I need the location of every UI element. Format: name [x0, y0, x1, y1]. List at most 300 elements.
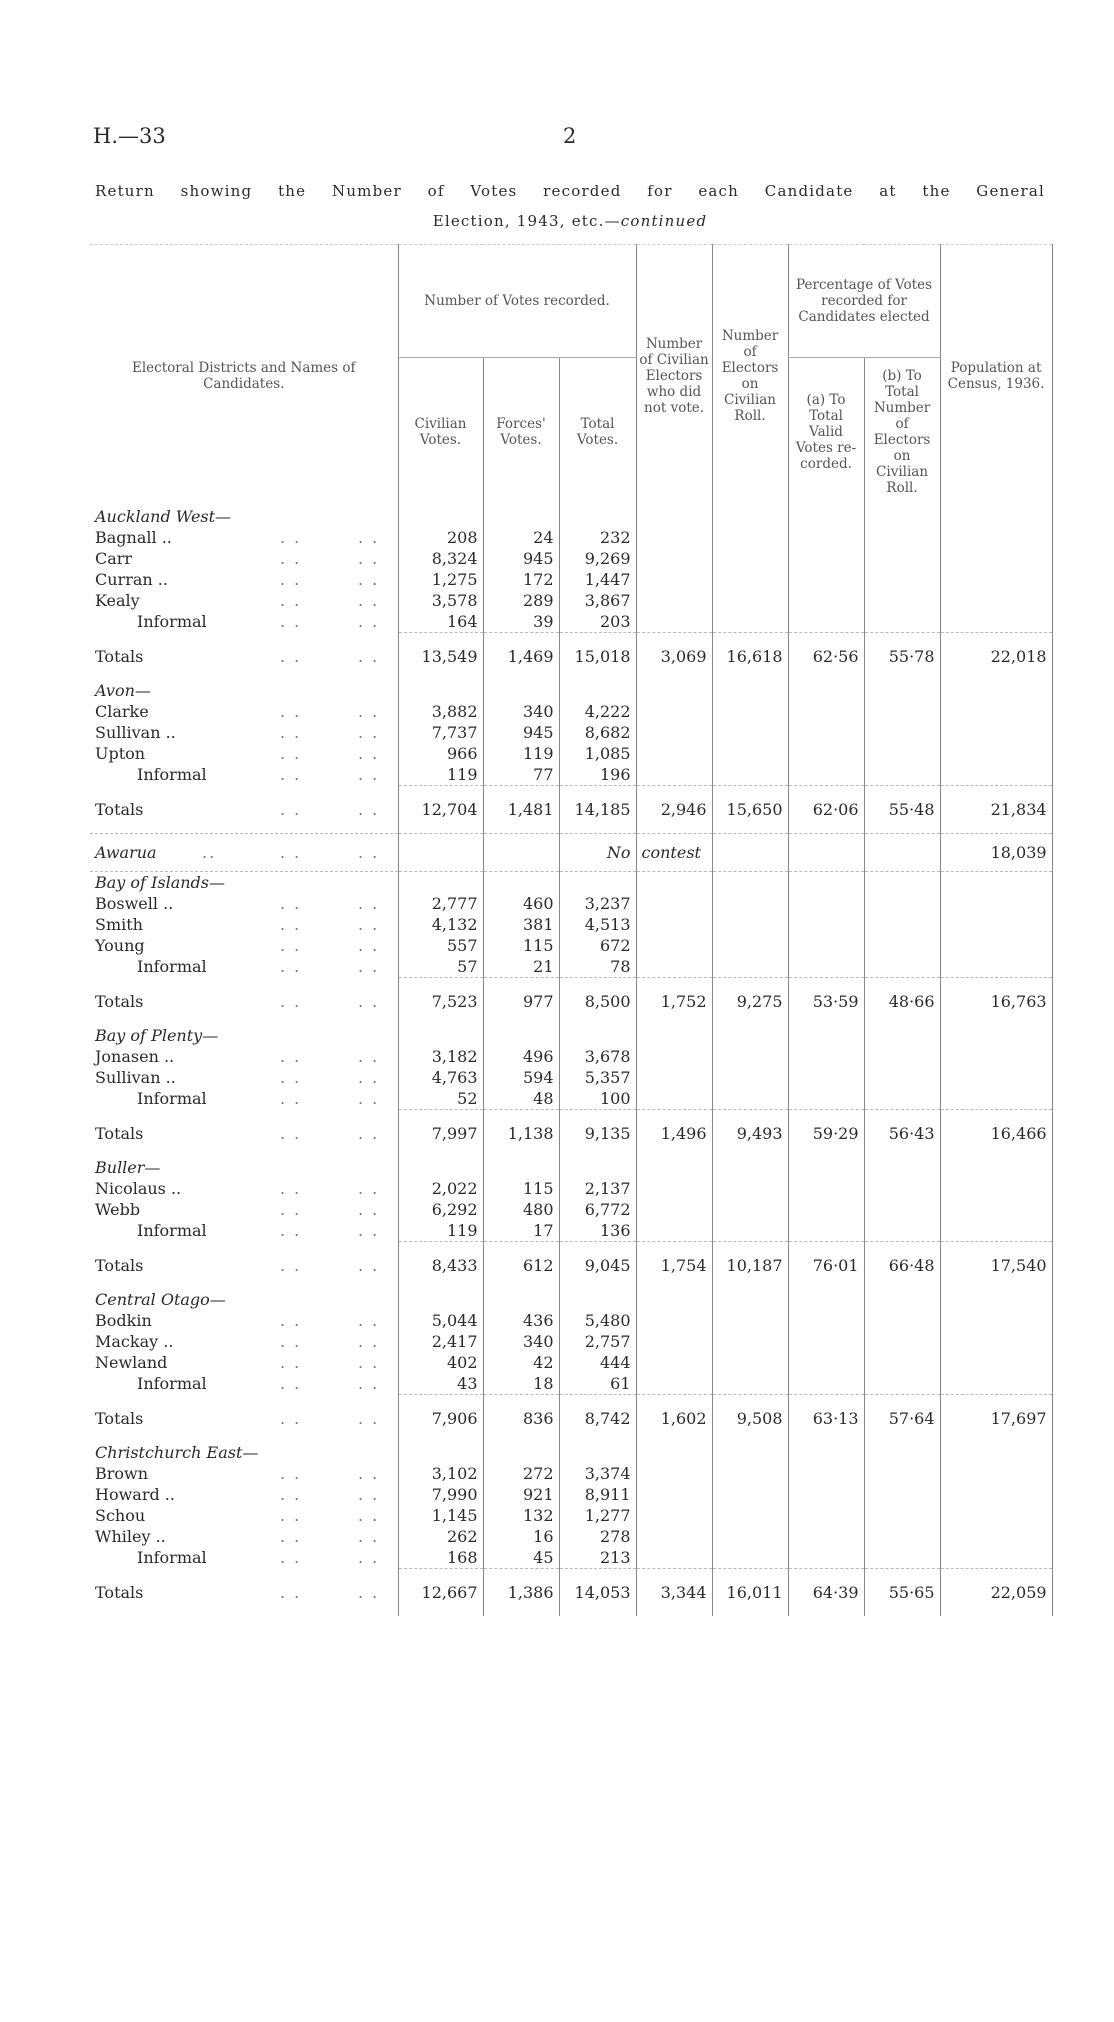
empty-cell	[788, 1067, 864, 1088]
header-pct-electors: (b) To Total Number of Electors on Civilian Roll.	[864, 358, 940, 507]
empty-cell	[636, 893, 712, 914]
votes-civilian: 3,578	[398, 590, 483, 611]
empty-cell	[483, 834, 559, 872]
votes-total: 4,513	[559, 914, 636, 935]
empty-cell	[864, 1484, 940, 1505]
totals-label	[90, 633, 398, 681]
votes-civilian: 966	[398, 743, 483, 764]
votes-forces: 39	[483, 611, 559, 633]
dot-leader: . .	[358, 799, 380, 819]
votes-total: 3,374	[559, 1463, 636, 1484]
empty-cell	[940, 680, 1052, 701]
empty-cell	[940, 872, 1052, 894]
dot-leader: . .	[280, 591, 302, 610]
candidate-name	[90, 743, 398, 764]
empty-cell	[398, 1442, 483, 1463]
candidate-name-text: Bagnall ..	[95, 528, 172, 547]
total-civilian: 7,523	[398, 978, 483, 1026]
empty-cell	[940, 1157, 1052, 1178]
candidate-name-text: Bodkin	[95, 1311, 152, 1330]
empty-cell	[712, 764, 788, 786]
total-population: 16,763	[940, 978, 1052, 1026]
total-population: 22,059	[940, 1569, 1052, 1617]
totals-label-text: Totals	[95, 1123, 144, 1143]
district-heading-row	[90, 680, 1052, 701]
empty-cell	[398, 506, 483, 527]
dot-leader: . .	[280, 1179, 302, 1198]
empty-cell	[636, 590, 712, 611]
header-civilian-roll: Number of Electors on Civilian Roll.	[712, 245, 788, 507]
candidate-name-text: Schou	[95, 1506, 146, 1525]
empty-cell	[636, 935, 712, 956]
votes-total: 136	[559, 1220, 636, 1242]
candidate-row	[90, 701, 1052, 722]
empty-cell	[940, 1220, 1052, 1242]
votes-forces: 272	[483, 1463, 559, 1484]
empty-cell	[483, 1025, 559, 1046]
empty-cell	[940, 548, 1052, 569]
totals-label-text: Totals	[95, 799, 144, 819]
votes-total: 61	[559, 1373, 636, 1395]
votes-forces: 594	[483, 1067, 559, 1088]
dot-leader: . .	[358, 612, 380, 632]
votes-total: 196	[559, 764, 636, 786]
empty-cell	[712, 1352, 788, 1373]
totals-label	[90, 786, 398, 834]
empty-cell	[940, 1046, 1052, 1067]
district-name-text: Awarua	[95, 843, 157, 862]
totals-label-text: Totals	[95, 646, 144, 666]
votes-civilian: 4,132	[398, 914, 483, 935]
empty-cell	[940, 956, 1052, 978]
total-pct-b: 55·78	[864, 633, 940, 681]
votes-forces: 945	[483, 722, 559, 743]
empty-cell	[940, 1310, 1052, 1331]
total-total: 14,185	[559, 786, 636, 834]
dot-leader: . .	[280, 894, 302, 913]
empty-cell	[788, 1199, 864, 1220]
dot-leader: . .	[280, 915, 302, 934]
totals-label-text: Totals	[95, 1582, 144, 1602]
votes-total: 3,867	[559, 590, 636, 611]
header-pct-valid-votes: (a) To Total Valid Votes re-corded.	[788, 358, 864, 507]
votes-forces: 16	[483, 1526, 559, 1547]
empty-cell	[864, 1220, 940, 1242]
empty-cell	[940, 569, 1052, 590]
votes-civilian: 52	[398, 1088, 483, 1110]
votes-forces: 42	[483, 1352, 559, 1373]
total-total: 15,018	[559, 633, 636, 681]
empty-cell	[940, 1088, 1052, 1110]
candidate-name	[90, 1463, 398, 1484]
votes-civilian: 2,777	[398, 893, 483, 914]
dot-leader: . .	[358, 1464, 380, 1483]
election-returns-table	[90, 244, 1053, 1616]
empty-cell	[788, 893, 864, 914]
totals-label	[90, 1242, 398, 1290]
candidate-name	[90, 611, 398, 633]
votes-civilian: 2,022	[398, 1178, 483, 1199]
empty-cell	[788, 701, 864, 722]
empty-cell	[788, 1088, 864, 1110]
district-name: Bay of Islands—	[95, 873, 226, 892]
dot-leader: . .	[358, 1374, 380, 1394]
dot-leader: . .	[358, 936, 380, 955]
empty-cell	[788, 611, 864, 633]
votes-total: 444	[559, 1352, 636, 1373]
total-pct-a: 64·39	[788, 1569, 864, 1617]
district-name	[90, 834, 398, 872]
dot-leader: . .	[280, 799, 302, 819]
votes-total: 3,678	[559, 1046, 636, 1067]
votes-civilian: 2,417	[398, 1331, 483, 1352]
empty-cell	[636, 506, 712, 527]
dot-leader: . .	[358, 528, 380, 547]
empty-cell	[636, 872, 712, 894]
candidate-row	[90, 1331, 1052, 1352]
empty-cell	[712, 893, 788, 914]
empty-cell	[712, 548, 788, 569]
empty-cell	[864, 1526, 940, 1547]
dot-leader: . .	[280, 1089, 302, 1109]
empty-cell	[940, 1526, 1052, 1547]
candidate-row	[90, 1484, 1052, 1505]
total-pct-b: 55·48	[864, 786, 940, 834]
total-civilian: 12,704	[398, 786, 483, 834]
votes-civilian: 262	[398, 1526, 483, 1547]
empty-cell	[940, 1289, 1052, 1310]
empty-cell	[788, 956, 864, 978]
dot-leader: . .	[280, 936, 302, 955]
empty-cell	[864, 914, 940, 935]
totals-row	[90, 1110, 1052, 1158]
empty-cell	[788, 1352, 864, 1373]
empty-cell	[788, 1046, 864, 1067]
dot-leader: . .	[280, 991, 302, 1011]
candidate-name-text: Kealy	[95, 591, 140, 610]
dot-leader: . .	[358, 1408, 380, 1428]
total-forces: 1,138	[483, 1110, 559, 1158]
candidate-row	[90, 764, 1052, 786]
header-civilian-votes: Civilian Votes.	[398, 358, 483, 507]
empty-cell	[712, 1442, 788, 1463]
dot-leader: . .	[280, 612, 302, 632]
header-total-votes: Total Votes.	[559, 358, 636, 507]
votes-civilian: 6,292	[398, 1199, 483, 1220]
candidate-row	[90, 956, 1052, 978]
empty-cell	[712, 1373, 788, 1395]
candidate-row	[90, 590, 1052, 611]
candidate-row	[90, 1505, 1052, 1526]
empty-cell	[483, 1442, 559, 1463]
empty-cell	[636, 680, 712, 701]
district-heading-row	[90, 1289, 1052, 1310]
empty-cell	[864, 527, 940, 548]
empty-cell	[483, 1289, 559, 1310]
empty-cell	[712, 1178, 788, 1199]
candidate-name-text: Whiley ..	[95, 1527, 166, 1546]
candidate-name	[90, 1331, 398, 1352]
empty-cell	[636, 1547, 712, 1569]
empty-cell	[712, 872, 788, 894]
total-forces: 1,386	[483, 1569, 559, 1617]
empty-cell	[398, 1289, 483, 1310]
empty-cell	[940, 506, 1052, 527]
district-heading-row	[90, 506, 1052, 527]
votes-civilian: 119	[398, 764, 483, 786]
empty-cell	[940, 1373, 1052, 1395]
candidate-name-text: Informal	[137, 957, 207, 977]
totals-label-text: Totals	[95, 1408, 144, 1428]
empty-cell	[712, 1331, 788, 1352]
total-roll: 9,275	[712, 978, 788, 1026]
votes-total: 5,357	[559, 1067, 636, 1088]
empty-cell	[636, 914, 712, 935]
empty-cell	[712, 914, 788, 935]
empty-cell	[636, 1484, 712, 1505]
empty-cell	[636, 1157, 712, 1178]
empty-cell	[864, 1373, 940, 1395]
total-not-vote: 1,754	[636, 1242, 712, 1290]
total-total: 9,135	[559, 1110, 636, 1158]
empty-cell	[864, 1331, 940, 1352]
total-civilian: 12,667	[398, 1569, 483, 1617]
empty-cell	[636, 1067, 712, 1088]
votes-total: 232	[559, 527, 636, 548]
empty-cell	[712, 834, 788, 872]
dot-leader: . .	[358, 1068, 380, 1087]
empty-cell	[788, 1178, 864, 1199]
empty-cell	[398, 872, 483, 894]
empty-cell	[712, 1547, 788, 1569]
empty-cell	[636, 1289, 712, 1310]
empty-cell	[788, 1331, 864, 1352]
district-name: Bay of Plenty—	[95, 1026, 219, 1045]
votes-civilian: 3,102	[398, 1463, 483, 1484]
empty-cell	[864, 680, 940, 701]
empty-cell	[788, 1289, 864, 1310]
page-number: 2	[563, 124, 577, 148]
candidate-name	[90, 1484, 398, 1505]
empty-cell	[636, 956, 712, 978]
votes-total: 9,269	[559, 548, 636, 569]
dot-leader: . .	[358, 1089, 380, 1109]
empty-cell	[788, 590, 864, 611]
votes-forces: 945	[483, 548, 559, 569]
candidate-row	[90, 1310, 1052, 1331]
total-total: 8,742	[559, 1395, 636, 1443]
empty-cell	[712, 1463, 788, 1484]
candidate-name	[90, 914, 398, 935]
empty-cell	[636, 1310, 712, 1331]
candidate-row	[90, 1547, 1052, 1569]
dot-leader: . .	[280, 1506, 302, 1525]
dot-leader: . .	[358, 744, 380, 763]
empty-cell	[864, 1442, 940, 1463]
empty-cell	[398, 1157, 483, 1178]
total-forces: 1,469	[483, 633, 559, 681]
empty-cell	[940, 1547, 1052, 1569]
votes-civilian: 3,182	[398, 1046, 483, 1067]
dot-leader: . .	[280, 765, 302, 785]
empty-cell	[483, 872, 559, 894]
empty-cell	[636, 1463, 712, 1484]
empty-cell	[940, 1484, 1052, 1505]
dot-leader: . .	[280, 1548, 302, 1568]
dot-leader: . .	[280, 1332, 302, 1351]
votes-civilian: 208	[398, 527, 483, 548]
empty-cell	[636, 764, 712, 786]
empty-cell	[940, 893, 1052, 914]
empty-cell	[712, 569, 788, 590]
dot-leader: . .	[280, 1068, 302, 1087]
dot-leader: . .	[358, 894, 380, 913]
votes-forces: 289	[483, 590, 559, 611]
candidate-row	[90, 1373, 1052, 1395]
votes-total: 1,085	[559, 743, 636, 764]
candidate-name	[90, 1526, 398, 1547]
votes-total: 672	[559, 935, 636, 956]
empty-cell	[636, 569, 712, 590]
candidate-name	[90, 1199, 398, 1220]
total-population: 17,540	[940, 1242, 1052, 1290]
empty-cell	[788, 1157, 864, 1178]
total-population: 22,018	[940, 633, 1052, 681]
empty-cell	[636, 1088, 712, 1110]
votes-civilian: 7,990	[398, 1484, 483, 1505]
votes-forces: 21	[483, 956, 559, 978]
district-name: Christchurch East—	[95, 1443, 259, 1462]
district-heading-row	[90, 1025, 1052, 1046]
empty-cell	[483, 1157, 559, 1178]
candidate-name-text: Carr	[95, 549, 133, 568]
district-name: Avon—	[95, 681, 151, 700]
votes-civilian: 57	[398, 956, 483, 978]
total-pct-b: 56·43	[864, 1110, 940, 1158]
totals-row	[90, 1395, 1052, 1443]
empty-cell	[788, 743, 864, 764]
candidate-row	[90, 569, 1052, 590]
dot-leader: . .	[280, 843, 302, 862]
empty-cell	[788, 1310, 864, 1331]
dot-leader: . .	[358, 765, 380, 785]
votes-civilian: 402	[398, 1352, 483, 1373]
district-name: Buller—	[95, 1158, 161, 1177]
empty-cell	[712, 1199, 788, 1220]
candidate-name-text: Newland	[95, 1353, 168, 1372]
empty-cell	[712, 1067, 788, 1088]
totals-row	[90, 1569, 1052, 1617]
candidate-name-text: Webb	[95, 1200, 141, 1219]
total-pct-a: 62·56	[788, 633, 864, 681]
empty-cell	[788, 680, 864, 701]
total-pct-a: 76·01	[788, 1242, 864, 1290]
empty-cell	[940, 611, 1052, 633]
total-civilian: 7,997	[398, 1110, 483, 1158]
dot-leader: . .	[358, 1255, 380, 1275]
candidate-name-text: Clarke	[95, 702, 149, 721]
candidate-name	[90, 1067, 398, 1088]
table-header	[90, 245, 1052, 507]
candidate-name-text: Brown	[95, 1464, 149, 1483]
empty-cell	[712, 1088, 788, 1110]
title-line-1: Return showing the Number of Votes recorded for each Candidate at the General	[95, 182, 1045, 200]
dot-leader: . .	[358, 1332, 380, 1351]
votes-total: 278	[559, 1526, 636, 1547]
total-pct-a: 62·06	[788, 786, 864, 834]
empty-cell	[398, 1025, 483, 1046]
no-contest-word: No	[559, 834, 636, 872]
header-did-not-vote: Number of Civilian Electors who did not vote.	[636, 245, 712, 507]
total-roll: 10,187	[712, 1242, 788, 1290]
empty-cell	[636, 1352, 712, 1373]
votes-forces: 24	[483, 527, 559, 548]
dot-leader: . .	[358, 646, 380, 666]
votes-forces: 381	[483, 914, 559, 935]
empty-cell	[940, 527, 1052, 548]
dot-leader: . .	[280, 1485, 302, 1504]
votes-total: 2,137	[559, 1178, 636, 1199]
total-not-vote: 1,752	[636, 978, 712, 1026]
dot-leader: . .	[358, 957, 380, 977]
empty-cell	[559, 1025, 636, 1046]
empty-cell	[712, 722, 788, 743]
empty-cell	[788, 1373, 864, 1395]
votes-total: 4,222	[559, 701, 636, 722]
header-district: Electoral Districts and Names of Candidates.	[131, 359, 356, 392]
totals-row	[90, 786, 1052, 834]
empty-cell	[636, 1526, 712, 1547]
candidate-name-text: Informal	[137, 1221, 207, 1241]
empty-cell	[712, 680, 788, 701]
empty-cell	[940, 1199, 1052, 1220]
candidate-name	[90, 701, 398, 722]
empty-cell	[864, 1289, 940, 1310]
dot-leader: . .	[280, 528, 302, 547]
votes-civilian: 168	[398, 1547, 483, 1569]
district-heading-row	[90, 1157, 1052, 1178]
dot-leader: . .	[280, 1311, 302, 1330]
votes-total: 78	[559, 956, 636, 978]
candidate-name	[90, 1373, 398, 1395]
empty-cell	[559, 1289, 636, 1310]
dot-leader: . .	[280, 1408, 302, 1428]
empty-cell	[940, 1442, 1052, 1463]
total-not-vote: 2,946	[636, 786, 712, 834]
header-forces-votes: Forces' Votes.	[483, 358, 559, 507]
votes-forces: 496	[483, 1046, 559, 1067]
votes-forces: 119	[483, 743, 559, 764]
candidate-name-text: Smith	[95, 915, 143, 934]
district-heading-row	[90, 872, 1052, 894]
total-total: 14,053	[559, 1569, 636, 1617]
empty-cell	[864, 611, 940, 633]
candidate-name-text: Informal	[137, 1548, 207, 1568]
votes-civilian: 43	[398, 1373, 483, 1395]
header-percentage: Percentage of Votes recorded for Candidates elected	[788, 245, 940, 358]
totals-label	[90, 978, 398, 1026]
total-pct-b: 57·64	[864, 1395, 940, 1443]
total-pct-a: 59·29	[788, 1110, 864, 1158]
candidate-name	[90, 764, 398, 786]
empty-cell	[864, 1463, 940, 1484]
empty-cell	[636, 1046, 712, 1067]
empty-cell	[788, 872, 864, 894]
empty-cell	[940, 743, 1052, 764]
empty-cell	[864, 1199, 940, 1220]
dot-leader: . .	[280, 1464, 302, 1483]
dot-leader: . .	[358, 1047, 380, 1066]
